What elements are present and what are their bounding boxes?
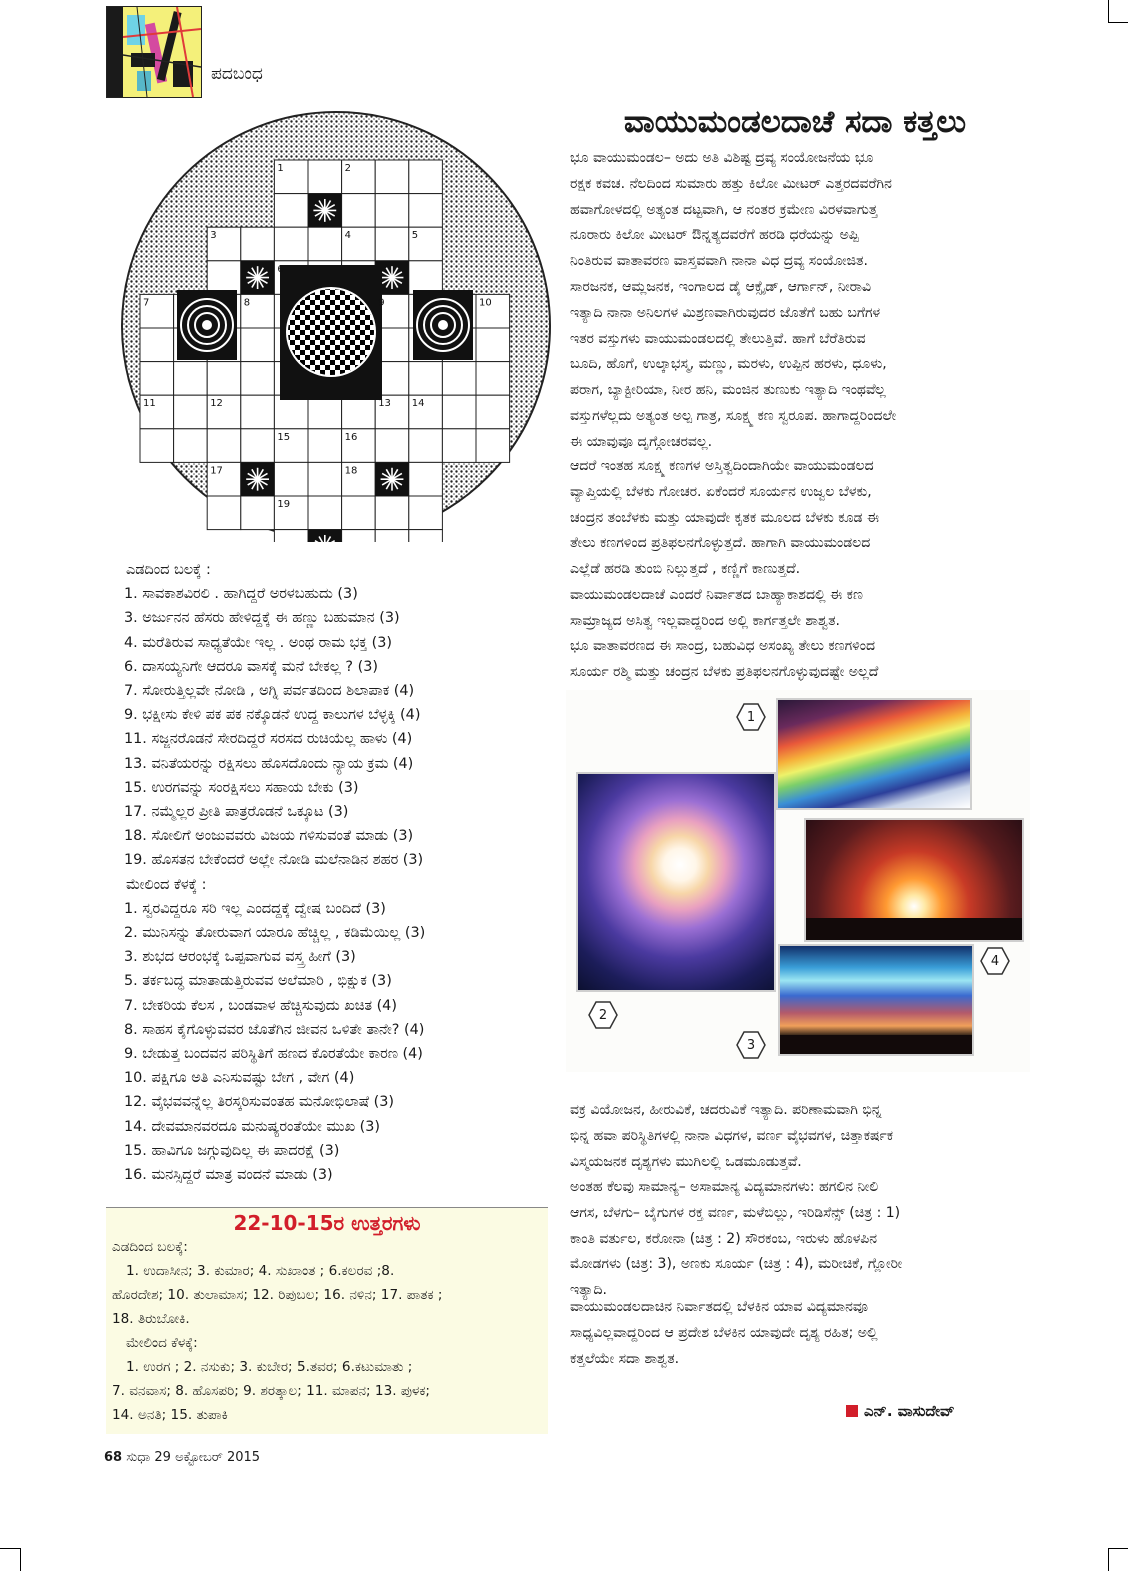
crossword-cell	[308, 227, 342, 261]
crossword-cell	[375, 496, 409, 530]
author-byline	[846, 1402, 955, 1420]
answers-across-heading: ಎಡದಿಂದ ಬಲಕ್ಕೆ:	[112, 1239, 188, 1255]
crossword-cell	[174, 362, 208, 396]
article-line: ಭೂ ವಾತಾವರಣದ ಈ ಸಾಂದ್ರ, ಬಹುವಿಧ ಅಸಂಖ್ಯ ತೇಲು ಕಣಗಳಿಂದ	[570, 638, 876, 654]
crossword-number: 8	[243, 297, 251, 309]
page-footer	[104, 1450, 260, 1465]
crossword-cell	[409, 362, 443, 396]
article-line: ಸೂರ್ಯ ರಶ್ಮಿ ಮತ್ತು ಚಂದ್ರನ ಬೆಳಕು ಪ್ರತಿಫಲನಗೊಳ್ಳುವುದಷ್ಟೇ ಅಲ್ಲದೆ	[570, 663, 879, 680]
answers-box	[106, 1207, 548, 1434]
crossword-cell	[308, 395, 342, 429]
clue-item: 6. ದಾಸಯ್ಯನಿಗೇ ಆದರೂ ವಾಸಕ್ಕೆ ಮನೆ ಬೇಕಲ್ಲ ? (3)	[124, 658, 378, 675]
photo-number-badge: 2	[588, 1000, 618, 1030]
crossword-cell	[409, 261, 443, 295]
crossword-number: 14	[411, 398, 425, 410]
crossword-cell	[476, 328, 510, 362]
crossword-cell	[342, 496, 376, 530]
crossword-cell	[274, 462, 308, 496]
article-line: ಸಾಮ್ರಾಜ್ಯದ ಅಸಿತ್ವ ಇಲ್ಲವಾದ್ದರಿಂದ ಅಲ್ಲಿ ಕಾರ್ಗತ್ತಲೇ ಶಾಶ್ವತ.	[570, 612, 841, 629]
clue-item: 1. ಸಾವಕಾಶವಿರಲಿ . ಹಾಗಿದ್ದರೆ ಅರಳಬಹುದು (3)	[124, 586, 358, 603]
article-line: ವಸ್ತುಗಳೆಲ್ಲದು ಅತ್ಯಂತ ಅಲ್ಪ ಗಾತ್ರ, ಸೂಕ್ಷ್ಮ ಕಣ ಸ್ವರೂಪ. ಹಾಗಾದ್ದರಿಂದಲೇ	[570, 407, 897, 424]
clue-item: 3. ಅರ್ಜುನನ ಹೆಸರು ಹೇಳಿದ್ದಕ್ಕೆ ಈ ಹಣ್ಣು ಬಹುಮಾನ (3)	[124, 610, 400, 627]
clue-item: 10. ಪಕ್ಷಿಗೂ ಅತಿ ಎನಿಸುವಷ್ಟು ಬೇಗ , ವೇಗ (4)	[124, 1070, 355, 1087]
crossword-number: 13	[378, 398, 391, 410]
crossword-cell	[241, 227, 275, 261]
page-number: 68	[104, 1450, 123, 1465]
crossword-cell	[442, 429, 476, 463]
across-heading: ಎಡದಿಂದ ಬಲಕ್ಕೆ :	[126, 562, 211, 578]
crossword-cell	[207, 362, 241, 396]
photo-number-badge: 4	[980, 946, 1010, 976]
crossword-number: 5	[411, 230, 419, 242]
crop-mark	[0, 1548, 20, 1549]
right-ring-ornament	[413, 290, 473, 360]
article-line: ವ್ಯಾಪ್ತಿಯಲ್ಲಿ ಬೆಳಕು ಗೋಚರ. ಏಕೆಂದರೆ ಸೂರ್ಯನ ಉಜ್ವಲ ಬೆಳಕು,	[570, 483, 872, 500]
crossword-cell	[442, 395, 476, 429]
clue-item: 2. ಮುನಿಸನ್ನು ತೋರುವಾಗ ಯಾರೂ ಹೆಚ್ಚಿಲ್ಲ , ಕಡಿಮೆಯಿಲ್ಲ (3)	[124, 925, 426, 942]
crossword-cell	[140, 429, 174, 463]
crop-mark	[1108, 1548, 1109, 1571]
clue-item: 17. ನಮ್ಮೆಲ್ಲರ ಪ್ರೀತಿ ಪಾತ್ರರೊಡನೆ ಒಕ್ಕೂಟ (3)	[124, 804, 349, 821]
article-line: ವಕ್ರ ವಿಯೋಜನ, ಹೀರುವಿಕೆ, ಚದರುವಿಕೆ ಇತ್ಯಾದಿ. ಪರಿಣಾಮವಾಗಿ ಭಿನ್ನ	[570, 1102, 882, 1118]
article-line: ವಿಸ್ಮಯಜನಕ ದೃಶ್ಯಗಳು ಮುಗಿಲಲ್ಲಿ ಒಡಮೂಡುತ್ತವೆ.	[570, 1153, 802, 1170]
clue-item: 12. ವೈಭವವನ್ನೆಲ್ಲ ತಿರಸ್ಕರಿಸುವಂತಹ ಮನೋಭಿಲಾಷೆ (3)	[124, 1094, 395, 1111]
article-line: ಎಲ್ಲೆಡೆ ಹರಡಿ ತುಂಬಿ ನಿಲ್ಲುತ್ತದೆ , ಕಣ್ಣಿಗೆ ಕಾಣುತ್ತದೆ.	[570, 561, 801, 578]
clue-item: 19. ಹೊಸತನ ಬೇಕೆಂದರೆ ಅಲ್ಲೇ ನೋಡಿ ಮಲೆನಾಡಿನ ಶಹರ (3)	[124, 852, 424, 869]
iridescence-cloud-photo	[776, 698, 972, 810]
crossword-cell	[409, 462, 443, 496]
crop-mark	[1108, 1548, 1128, 1549]
article-line: ಅಂತಹ ಕೆಲವು ಸಾಮಾನ್ಯ– ಅಸಾಮಾನ್ಯ ವಿದ್ಯಮಾನಗಳು: ಹಗಲಿನ ನೀಲಿ	[570, 1179, 879, 1195]
crossword-cell	[308, 429, 342, 463]
article-line: ವಾಯುಮಂಡಲದಾಚೆ ಎಂದರೆ ನಿರ್ವಾತದ ಬಾಹ್ಯಾಕಾಶದಲ್ಲಿ ಈ ಕಣ	[570, 586, 863, 603]
crossword-cell	[207, 429, 241, 463]
crossword-cell	[342, 194, 376, 228]
crossword-cell	[274, 395, 308, 429]
crossword-cell	[409, 429, 443, 463]
crossword-cell	[241, 328, 275, 362]
crossword-cell	[409, 530, 443, 542]
left-ring-ornament	[177, 290, 237, 360]
crop-mark	[1108, 22, 1128, 23]
clue-item: 18. ಸೋಲಿಗೆ ಅಂಜುವವರು ವಿಜಯ ಗಳಿಸುವಂತೆ ಮಾಡು (3)	[124, 828, 414, 845]
author-name: ಎನ್. ವಾಸುದೇವ್	[864, 1402, 955, 1420]
crossword-cell	[409, 160, 443, 194]
clue-item: 3. ಶುಭದ ಆರಂಭಕ್ಕೆ ಒಪ್ಪವಾಗುವ ವಸ್ತ್ರ ಹೀಗೆ (3)	[124, 949, 356, 966]
crossword-number: 3	[210, 230, 217, 242]
article-paragraph	[570, 1098, 1028, 1175]
crossword-cell	[140, 328, 174, 362]
crossword-number: 19	[277, 499, 291, 510]
crossword-cell	[241, 395, 275, 429]
answers-line: 18. ತಿರುಬೋಕಿ.	[112, 1311, 190, 1327]
article-paragraph	[570, 1175, 1028, 1304]
square-bullet-icon	[846, 1405, 858, 1417]
clue-item: 7. ಬೇಕರಿಯ ಕೆಲಸ , ಬಂಡವಾಳ ಹೆಚ್ಚಿಸುವುದು ಖಚಿತ (4)	[124, 997, 397, 1014]
down-heading: ಮೇಲಿಂದ ಕೆಳಕ್ಕೆ :	[126, 876, 207, 893]
crossword-cell	[140, 362, 174, 396]
article-line: ಇತರ ವಸ್ತುಗಳು ವಾಯುಮಂಡಲದಲ್ಲಿ ತೇಲುತ್ತಿವೆ. ಹಾಗೆ ಬೆರೆತಿರುವ	[570, 330, 866, 347]
crossword-cell	[375, 530, 409, 542]
crop-mark	[1108, 0, 1109, 22]
clue-item: 16. ಮನಸ್ಸಿದ್ದರೆ ಮಾತ್ರ ವಂದನೆ ಮಾಡು (3)	[124, 1167, 333, 1184]
crossword-number: 12	[210, 398, 223, 410]
crossword-cell	[308, 496, 342, 530]
clue-item: 8. ಸಾಹಸ ಕೈಗೊಳ್ಳುವವರ ಜೊತೆಗಿನ ಜೀವನ ಒಳಿತೇ ತಾನೇ? (4)	[124, 1021, 425, 1038]
section-label: ಪದಬಂಧ	[211, 64, 263, 84]
article-paragraph	[570, 454, 1028, 635]
crossword-cell	[409, 496, 443, 530]
noctilucent-clouds-photo	[778, 944, 974, 1056]
article-line: ಕತ್ತಲೆಯೇ ಸದಾ ಶಾಶ್ವತ.	[570, 1350, 680, 1367]
article-paragraph	[570, 1295, 1028, 1372]
article-line: ವಾಯುಮಂಡಲದಾಚಿನ ನಿರ್ವಾತದಲ್ಲಿ ಬೆಳಕಿನ ಯಾವ ವಿದ್ಯಮಾನವೂ	[570, 1299, 868, 1315]
section-logo	[106, 6, 202, 98]
crop-mark	[20, 1548, 21, 1571]
answers-title: 22-10-15ರ ಉತ್ತರಗಳು	[233, 1211, 421, 1235]
clue-item: 15. ಹಾವಿಗೂ ಜಗ್ಗುವುದಿಲ್ಲ ಈ ಪಾದರಕ್ಷೆ (3)	[124, 1142, 340, 1159]
crossword-cell	[375, 160, 409, 194]
article-line: ಇತ್ಯಾದಿ ನಾನಾ ಅನಿಲಗಳ ಮಿಶ್ರಣವಾಗಿರುವುದರ ಜೊತೆಗೆ ಬಹು ಬಗೆಗಳ	[570, 304, 881, 321]
crossword-cell	[442, 362, 476, 396]
crossword-cell	[308, 160, 342, 194]
crossword-grid	[120, 110, 552, 542]
crossword-cell	[174, 395, 208, 429]
clue-item: 5. ತರ್ಕಬದ್ಧ ಮಾತಾಡುತ್ತಿರುವವ ಅಲೆಮಾರಿ , ಭಿಕ್ಷುಕ (3)	[124, 973, 392, 990]
crossword-cell	[342, 530, 376, 542]
crossword-number: 7	[143, 297, 150, 309]
article-line: ರಕ್ಷಕ ಕವಚ. ನೆಲದಿಂದ ಸುಮಾರು ಹತ್ತು ಕಿಲೋ ಮೀಟರ್ ಎತ್ತರದವರೆಗಿನ	[570, 175, 892, 192]
crossword-cell	[476, 362, 510, 396]
crossword-number: 1	[277, 163, 284, 174]
crossword-number: 9	[378, 297, 385, 309]
article-line: ಚಂದ್ರನ ತಂಬೆಳಕು ಮತ್ತು ಯಾವುದೇ ಕೃತಕ ಮೂಲದ ಬೆಳಕು ಕೂಡ ಈ	[570, 509, 880, 526]
crossword-number: 10	[479, 297, 492, 309]
crossword-cell	[241, 429, 275, 463]
crossword-cell	[375, 194, 409, 228]
answers-line: 1. ಉರಗ ; 2. ನಸುಕು; 3. ಕುಬೇರ; 5.ತವರ; 6.ಕಟುಮಾತು ;	[126, 1359, 413, 1375]
answers-line: ಹೊರದೇಶ; 10. ತುಲಾಮಾಸ; 12. ರಿಪುಬಲ; 16. ನಳಿನ; 17. ಪಾತಕ ;	[112, 1287, 443, 1303]
crossword-number: 18	[344, 465, 358, 477]
crossword-number: 6	[277, 263, 284, 275]
article-line: ಈ ಯಾವುವೂ ದೃಗ್ಗೋಚರವಲ್ಲ.	[570, 433, 713, 450]
answers-down-heading: ಮೇಲಿಂದ ಕೆಳಕ್ಕೆ:	[126, 1335, 198, 1351]
article-line: ಭಿನ್ನ ಹವಾ ಪರಿಸ್ಥಿತಿಗಳಲ್ಲಿ ನಾನಾ ವಿಧಗಳ, ವರ್ಣ ವೈಭವಗಳ, ಚಿತ್ತಾಕರ್ಷಕ	[570, 1127, 894, 1144]
crossword-cell	[207, 496, 241, 530]
crossword-cell	[174, 429, 208, 463]
crossword-number: 4	[344, 230, 351, 242]
corona-photo	[576, 772, 776, 992]
article-line: ಆಗಸ, ಬೆಳಗು– ಬೈಗುಗಳ ರಕ್ತ ವರ್ಣ, ಮಳೆಬಿಲ್ಲು, ಇರಿಡಿಸೆನ್ಸ್ (ಚಿತ್ರ : 1)	[570, 1204, 901, 1221]
article-line: ಹವಾಗೋಳದಲ್ಲಿ ಅತ್ಯಂತ ದಟ್ಟವಾಗಿ, ಆ ನಂತರ ಕ್ರಮೇಣ ವಿರಳವಾಗುತ್ತ	[570, 201, 878, 218]
article-line: ಇತ್ಯಾದಿ.	[570, 1282, 607, 1299]
photo-number-badge: 1	[736, 702, 766, 732]
crossword-cell	[207, 261, 241, 295]
article-line: ನಿಂತಿರುವ ವಾತಾವರಣ ವಾಸ್ತವವಾಗಿ ನಾನಾ ವಿಧ ದ್ರವ್ಯ ಸಂಯೋಜಿತ.	[570, 253, 868, 270]
clue-item: 15. ಉರಗವನ್ನು ಸಂರಕ್ಷಿಸಲು ಸಹಾಯ ಬೇಕು (3)	[124, 779, 359, 796]
checkered-sphere-icon	[287, 288, 375, 376]
clue-item: 14. ದೇವಮಾನವರದೂ ಮನುಷ್ಯರಂತೆಯೇ ಮುಖ (3)	[124, 1118, 381, 1135]
down-clues	[124, 897, 544, 1187]
clues-list	[124, 558, 544, 1187]
crossword-cell	[241, 496, 275, 530]
answers-line: 14. ಅನತಿ; 15. ತುಪಾಕಿ	[112, 1407, 228, 1423]
article-line: ಕಾಂತಿ ವರ್ತುಲ, ಕರೋನಾ (ಚಿತ್ರ : 2) ಸೌರಕಂಬ, ಇರುಳು ಹೊಳಪಿನ	[570, 1230, 878, 1247]
clue-item: 9. ಭಕ್ಷೀಸು ಕೇಳಿ ಪಕ ಪಕ ನಕ್ಕೊಡನೆ ಉದ್ದ ಕಾಲುಗಳ ಬೆಳ್ಳಕ್ಕಿ (4)	[124, 707, 421, 724]
sun-pillar-photo	[804, 818, 1024, 942]
crossword-cell	[409, 194, 443, 228]
article-line: ಪರಾಗ, ಬ್ಯಾಕ್ಟೀರಿಯಾ, ನೀರ ಹನಿ, ಮಂಜಿನ ತುಣುಕು ಇತ್ಯಾದಿ ಇಂಥವೆಲ್ಲ	[570, 382, 886, 399]
clue-item: 1. ಸ್ವರವಿದ್ದರೂ ಸರಿ ಇಲ್ಲ ಎಂದದ್ದಕ್ಕೆ ದ್ವೇಷ ಬಂದಿದೆ (3)	[124, 900, 386, 917]
article-line: ಬೂದಿ, ಹೊಗೆ, ಉಲ್ಕಾಭಸ್ಮ, ಮಣ್ಣು, ಮರಳು, ಉಪ್ಪಿನ ಹರಳು, ಧೂಳು,	[570, 356, 887, 373]
crossword-number: 16	[344, 431, 358, 443]
article-line: ತೇಲು ಕಣಗಳಿಂದ ಪ್ರತಿಫಲನಗೊಳ್ಳುತ್ತದೆ. ಹಾಗಾಗಿ ವಾಯುಮಂಡಲದ	[570, 535, 871, 552]
article-line: ನೂರಾರು ಕಿಲೋ ಮೀಟರ್ ಔನ್ನತ್ಯದವರೆಗೆ ಹರಡಿ ಧರೆಯನ್ನು ಅಪ್ಪಿ	[570, 227, 859, 244]
article-line: ಆದರೆ ಇಂತಹ ಸೂಕ್ಷ್ಮ ಕಣಗಳ ಅಸ್ತಿತ್ವದಿಂದಾಗಿಯೇ ವಾಯುಮಂಡಲದ	[570, 458, 874, 474]
photo-number-badge: 3	[736, 1030, 766, 1060]
crossword-cell	[308, 462, 342, 496]
clue-item: 4. ಮರೆತಿರುವ ಸಾಧ್ಯತೆಯೇ ಇಲ್ಲ . ಅಂಥ ರಾಮ ಭಕ್ತ (3)	[124, 634, 393, 651]
article-line: ಭೂ ವಾಯುಮಂಡಲ– ಅದು ಅತಿ ವಿಶಿಷ್ಟ ದ್ರವ್ಯ ಸಂಯೋಜನೆಯ ಭೂ	[570, 150, 874, 166]
footer-text: ಸುಧಾ 29 ಅಕ್ಟೋಬರ್ 2015	[126, 1450, 261, 1465]
crossword-cell	[274, 530, 308, 542]
article-line: ಮೋಡಗಳು (ಚಿತ್ರ: 3), ಅಣಕು ಸೂರ್ಯ (ಚಿತ್ರ : 4), ಮರೀಚಿಕೆ, ಗ್ಲೋರೀ	[570, 1256, 903, 1273]
clue-item: 7. ಸೋರುತ್ತಿಲ್ಲವೇ ನೋಡಿ , ಅಗ್ನಿ ಪರ್ವತದಿಂದ ಶಿಲಾಪಾಕ (4)	[124, 683, 415, 700]
photo-collage	[566, 690, 1030, 1072]
across-clues	[124, 582, 544, 872]
article-title: ವಾಯುಮಂಡಲದಾಚೆ ಸದಾ ಕತ್ತಲು	[623, 104, 967, 140]
crossword-cell	[476, 395, 510, 429]
answers-line: 1. ಉದಾಸೀನ; 3. ಕುಮಾರ; 4. ಸುಖಾಂತ ; 6.ಕಲರವ ;8.	[126, 1263, 395, 1279]
answers-line: 7. ವನವಾಸ; 8. ಹೊಸಪರಿ; 9. ಶರತ್ಕಾಲ; 11. ಮಾಪನ; 13. ಪುಳಕ;	[112, 1383, 431, 1399]
crossword-cell	[274, 194, 308, 228]
article-paragraph	[570, 146, 1028, 456]
crossword-cell	[476, 429, 510, 463]
clue-item: 13. ವನಿತೆಯರನ್ನು ರಕ್ಷಿಸಲು ಹೊಸದೊಂದು ನ್ಯಾಯ ಕ್ರಮ (4)	[124, 755, 414, 772]
article-line: ಸಾಧ್ಯವಿಲ್ಲವಾದ್ದರಿಂದ ಆ ಪ್ರದೇಶ ಬೆಳಕಿನ ಯಾವುದೇ ದೃಶ್ಯ ರಹಿತ; ಅಲ್ಲಿ	[570, 1324, 878, 1341]
crossword-number: 2	[344, 163, 351, 174]
article-line: ಸಾರಜನಕ, ಆಮ್ಲಜನಕ, ಇಂಗಾಲದ ಡೈ ಆಕ್ಸೈಡ್, ಆರ್ಗಾನ್, ನೀರಾವಿ	[570, 278, 872, 295]
crossword-number: 11	[143, 398, 156, 410]
clue-item: 11. ಸಜ್ಜನರೊಡನೆ ಸೇರದಿದ್ದರೆ ಸರಸದ ರುಚಿಯೆಲ್ಲ ಹಾಳು (4)	[124, 731, 413, 748]
crossword-cell	[274, 227, 308, 261]
crossword-cell	[342, 395, 376, 429]
crossword-cell	[375, 227, 409, 261]
crossword-number: 17	[210, 465, 223, 477]
crossword-cell	[375, 429, 409, 463]
crossword-number: 15	[277, 431, 291, 443]
crossword-cell	[241, 362, 275, 396]
clue-item: 9. ಬೇಡುತ್ತ ಬಂದವನ ಪರಿಸ್ಥಿತಿಗೆ ಹಣದ ಕೊರತೆಯೇ ಕಾರಣ (4)	[124, 1046, 423, 1063]
